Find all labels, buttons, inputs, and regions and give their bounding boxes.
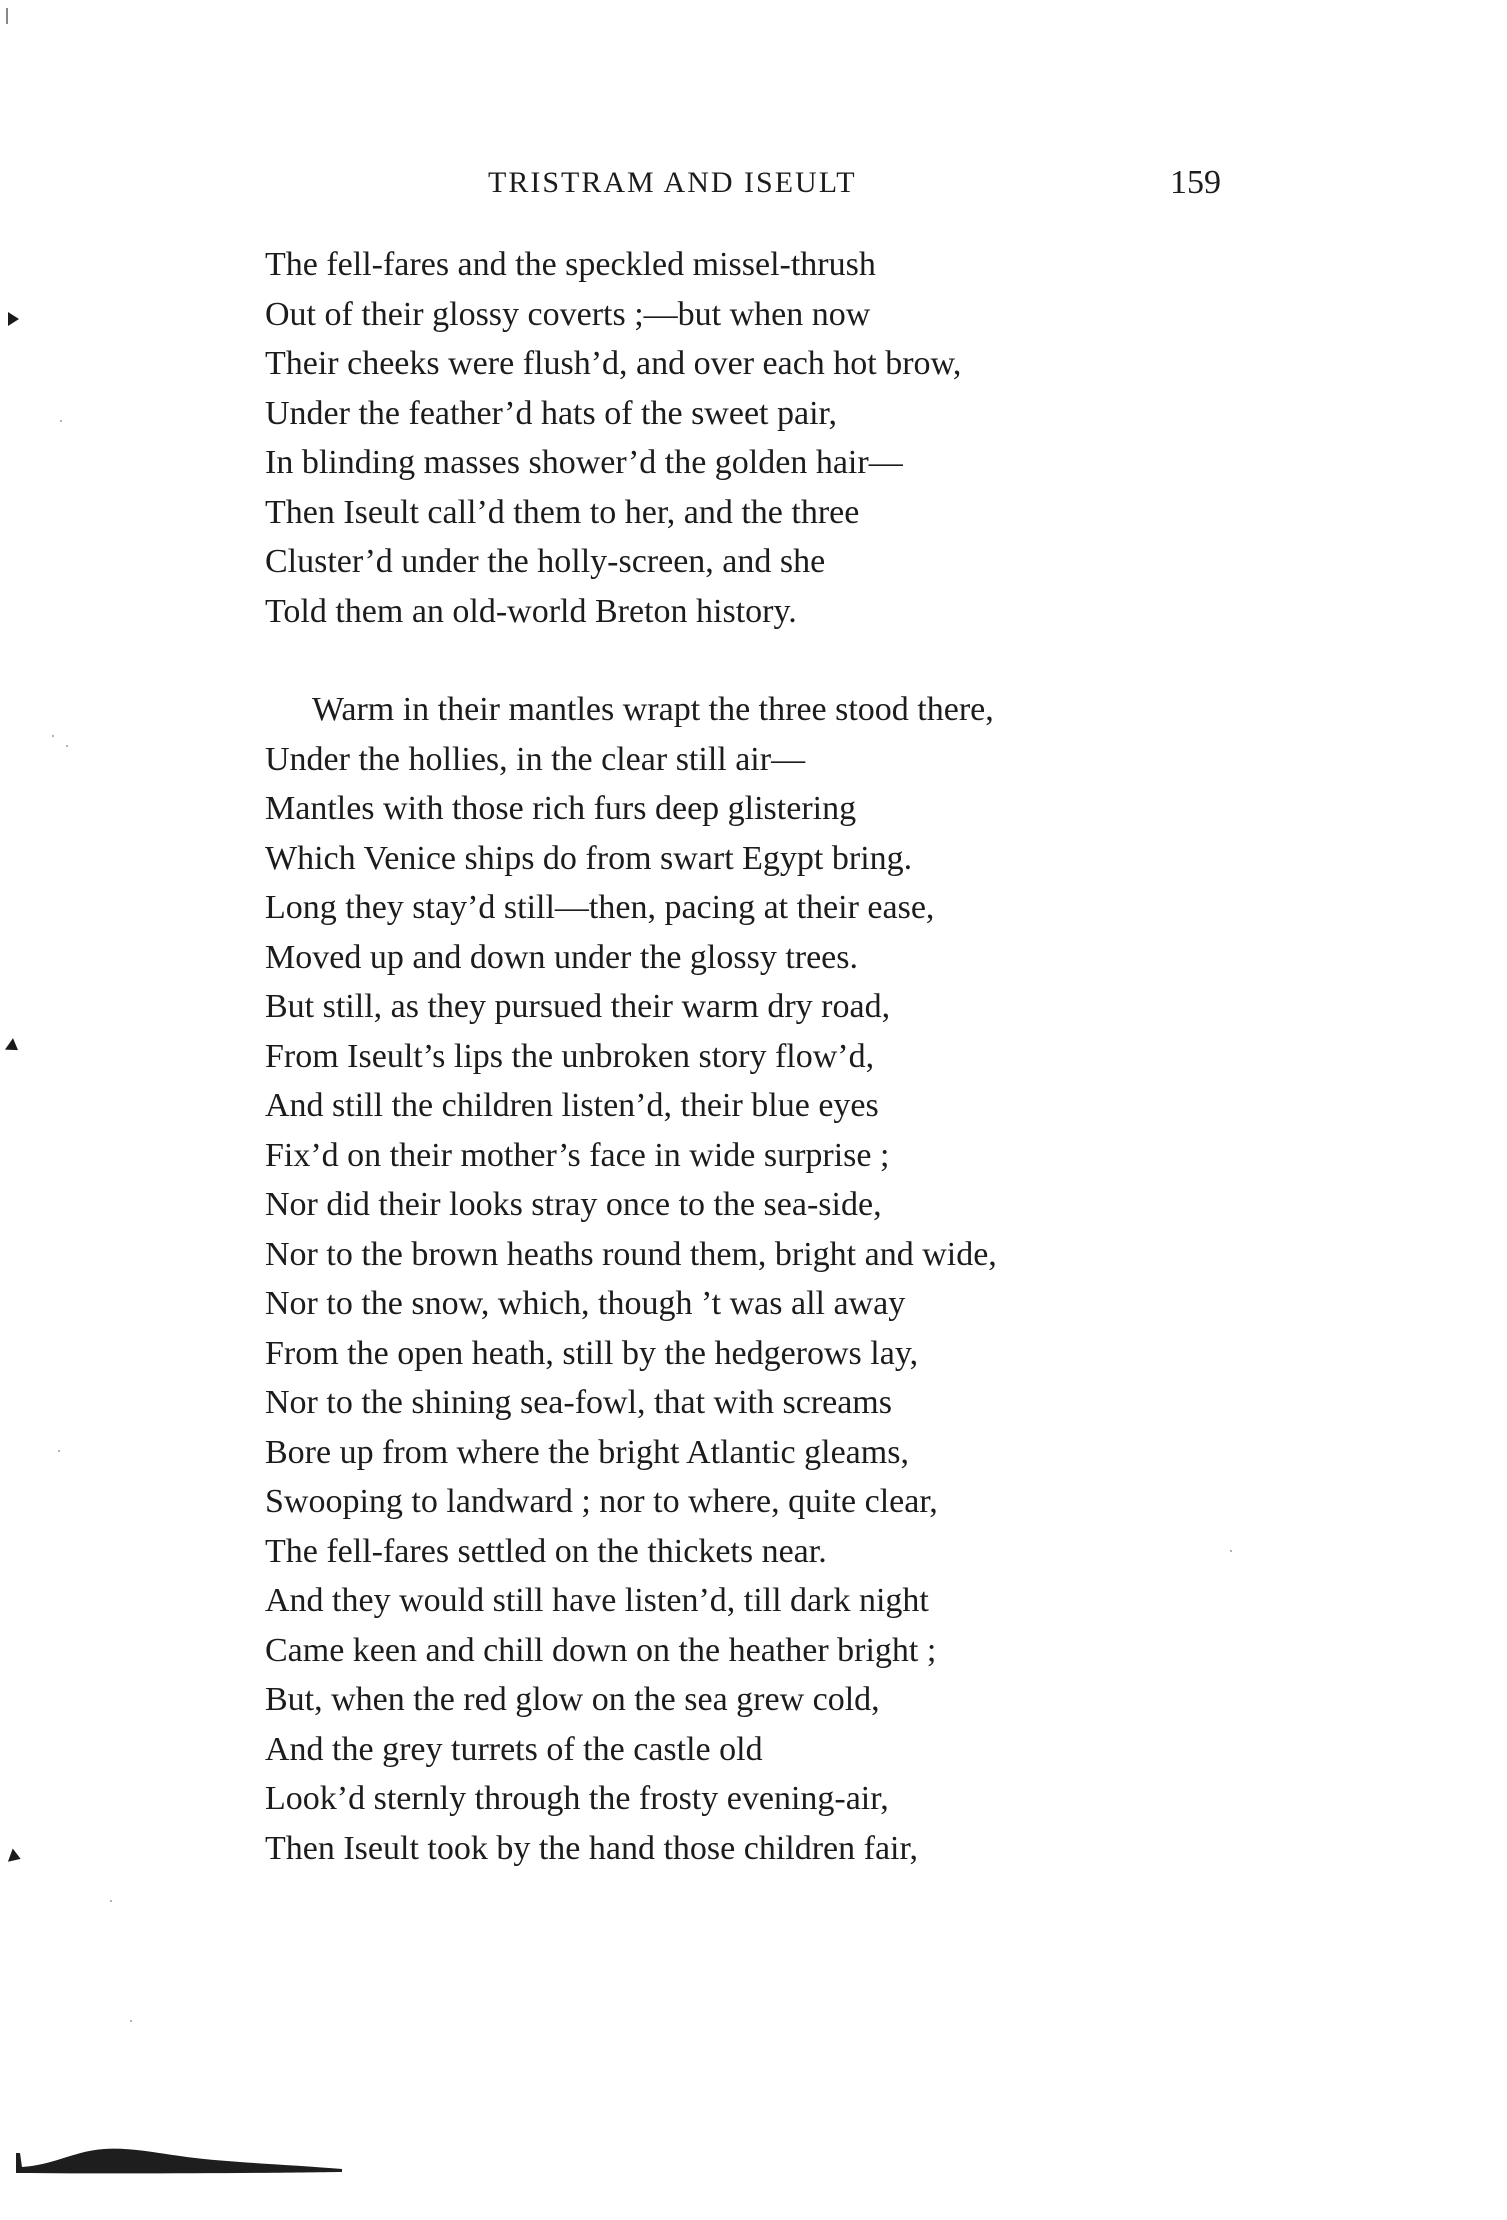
poem-line: Under the hollies, in the clear still air— bbox=[265, 740, 806, 778]
poem-line: And still the children listen’d, their blue eyes bbox=[265, 1087, 879, 1124]
scan-speck bbox=[60, 420, 62, 422]
poem-line: From Iseult’s lips the unbroken story flow’d, bbox=[265, 1037, 875, 1075]
poem-line: Told them an old-world Breton history. bbox=[265, 592, 797, 630]
poem-line: Then Iseult call’d them to her, and the three bbox=[265, 493, 860, 531]
running-title: TRISTRAM AND ISEULT bbox=[488, 166, 857, 199]
poem-line: The fell-fares settled on the thickets near. bbox=[265, 1532, 827, 1570]
poem-line: Nor to the shining sea-fowl, that with screams bbox=[265, 1384, 892, 1421]
poem-line: But, when the red glow on the sea grew cold, bbox=[265, 1681, 880, 1718]
running-head bbox=[0, 158, 1507, 208]
poem-line: And the grey turrets of the castle old bbox=[265, 1730, 763, 1768]
poem-line: And they would still have listen’d, till dark night bbox=[265, 1582, 929, 1619]
poem-line: The fell-fares and the speckled missel-thrush bbox=[265, 246, 876, 283]
margin-arrow-icon bbox=[8, 1849, 23, 1866]
poem-line: Cluster’d under the holly-screen, and she bbox=[265, 543, 826, 580]
poem-line: Nor did their looks stray once to the sea-side, bbox=[265, 1186, 882, 1223]
poem-line: Mantles with those rich furs deep glistering bbox=[265, 790, 857, 827]
scan-speck bbox=[1230, 1550, 1232, 1552]
poem-line: Fix’d on their mother’s face in wide surprise ; bbox=[265, 1136, 890, 1174]
scan-speck bbox=[110, 1900, 112, 1902]
poem-line: Out of their glossy coverts ;—but when now bbox=[265, 295, 871, 333]
poem-line-indented: Warm in their mantles wrapt the three stood there, bbox=[312, 691, 994, 728]
poem-line: Then Iseult took by the hand those children fair, bbox=[265, 1829, 918, 1867]
poem-line: Moved up and down under the glossy trees. bbox=[265, 938, 859, 976]
poem-line: Look’d sternly through the frosty evening-air, bbox=[265, 1780, 889, 1817]
page-number: 159 bbox=[1170, 164, 1221, 201]
margin-arrow-icon bbox=[8, 312, 19, 326]
poem-line: Their cheeks were flush’d, and over each hot brow, bbox=[265, 345, 962, 382]
poem-line: Under the feather’d hats of the sweet pair, bbox=[265, 394, 837, 432]
scan-speck bbox=[58, 1450, 60, 1452]
poem-line: Long they stay’d still—then, pacing at their ease, bbox=[265, 889, 935, 926]
poem-line: Nor to the brown heaths round them, bright and wide, bbox=[265, 1235, 997, 1273]
margin-arrow-icon bbox=[5, 1038, 22, 1056]
poem-line: Nor to the snow, which, though ’t was all away bbox=[265, 1285, 906, 1322]
poem-line: Swooping to landward ; nor to where, quite clear, bbox=[265, 1483, 938, 1520]
poem-line: Which Venice ships do from swart Egypt bring. bbox=[265, 839, 913, 877]
stanza-1 bbox=[265, 240, 1265, 636]
poem-line: Bore up from where the bright Atlantic gleams, bbox=[265, 1433, 909, 1471]
poem-line: In blinding masses shower’d the golden hair— bbox=[265, 444, 903, 481]
scan-corner-mark bbox=[6, 8, 8, 24]
poem-line: From the open heath, still by the hedgerows lay, bbox=[265, 1334, 919, 1372]
poem-line: Came keen and chill down on the heather bright ; bbox=[265, 1631, 937, 1669]
poem-line: But still, as they pursued their warm dry road, bbox=[265, 988, 891, 1025]
scan-speck bbox=[130, 2020, 132, 2022]
scan-ink-blot bbox=[14, 2145, 344, 2175]
scan-speck bbox=[66, 745, 68, 747]
scan-speck bbox=[52, 735, 54, 737]
poem-body bbox=[265, 240, 1265, 1873]
stanza-2 bbox=[265, 685, 1265, 1873]
